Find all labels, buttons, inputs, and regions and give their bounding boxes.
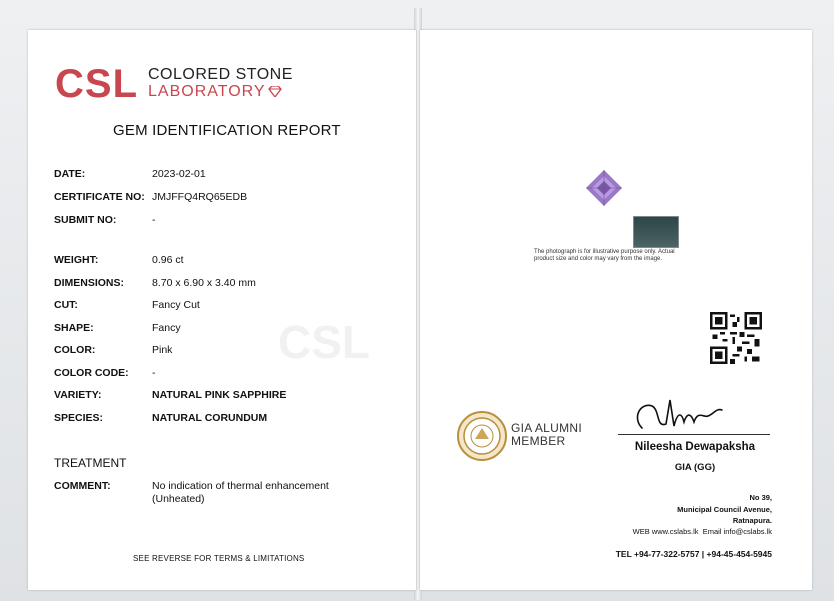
website-link[interactable]: WEB www.cslabs.lk (632, 527, 699, 536)
comment-value (152, 480, 392, 506)
comment-line1: No indication of thermal enhancement (152, 480, 329, 492)
gia-seal-icon (457, 411, 507, 461)
field-value: NATURAL PINK SAPPHIRE (152, 389, 287, 401)
diamond-icon (268, 86, 282, 97)
email-link[interactable]: Email info@cslabs.lk (702, 527, 772, 536)
field-label: COLOR CODE: (54, 367, 129, 379)
field-label: SPECIES: (54, 412, 104, 424)
csl-logo (55, 64, 293, 104)
comment-label: COMMENT: (54, 480, 111, 492)
field-value: Fancy (152, 322, 181, 334)
web-email (633, 527, 772, 536)
certificate-right-panel (420, 30, 812, 590)
security-hologram (633, 216, 679, 248)
signer-title: GIA (GG) (674, 462, 716, 473)
certificate-left-panel (28, 30, 416, 590)
qr-code (710, 312, 762, 364)
field-label: SUBMIT NO: (54, 214, 117, 226)
terms-note: SEE REVERSE FOR TERMS & LIMITATIONS (133, 554, 305, 563)
field-label: VARIETY: (54, 389, 102, 401)
address-line2: Municipal Council Avenue, (677, 504, 772, 514)
field-value: Fancy Cut (152, 299, 200, 311)
field-label: COLOR: (54, 344, 96, 356)
report-title: GEM IDENTIFICATION REPORT (113, 122, 341, 139)
field-label: DATE: (54, 168, 86, 180)
gem-photo (584, 168, 624, 208)
gia-line2: MEMBER (511, 433, 566, 448)
field-value: 2023-02-01 (152, 168, 206, 180)
logo-line1: COLORED STONE (148, 66, 293, 84)
address-line3: Ratnapura. (732, 516, 772, 526)
field-value: - (152, 214, 156, 226)
field-value: NATURAL CORUNDUM (152, 412, 268, 424)
field-label: CUT: (54, 299, 78, 311)
address-block (677, 492, 772, 527)
treatment-heading: TREATMENT (54, 456, 127, 470)
field-value: Pink (152, 344, 173, 356)
logo-line2: LABORATORY (148, 84, 293, 101)
watermark: CSL (278, 316, 370, 368)
gia-line1: GIA ALUMNI (511, 421, 583, 435)
telephone: TEL +94-77-322-5757 | +94-45-454-5945 (615, 549, 772, 559)
field-label: DIMENSIONS: (54, 277, 125, 289)
signature-line (618, 434, 770, 435)
field-label: SHAPE: (54, 322, 94, 334)
logo-brand: CSL (55, 62, 138, 106)
field-value: 0.96 ct (152, 254, 184, 266)
signature (620, 388, 770, 433)
photo-disclaimer: The photograph is for illustrative purpose only. Actual product size and color may vary from the image. (534, 249, 675, 262)
field-label: CERTIFICATE NO: (54, 191, 145, 203)
signer-name: Nileesha Dewapaksha (634, 441, 756, 453)
gia-alumni-label (511, 422, 582, 447)
field-value: - (152, 367, 156, 379)
field-value: 8.70 x 6.90 x 3.40 mm (152, 277, 256, 289)
field-value: JMJFFQ4RQ65EDB (152, 191, 248, 203)
field-label: WEIGHT: (54, 254, 99, 266)
address-line1: No 39, (749, 493, 772, 502)
comment-line2: (Unheated) (152, 493, 205, 506)
logo-text (148, 67, 293, 101)
